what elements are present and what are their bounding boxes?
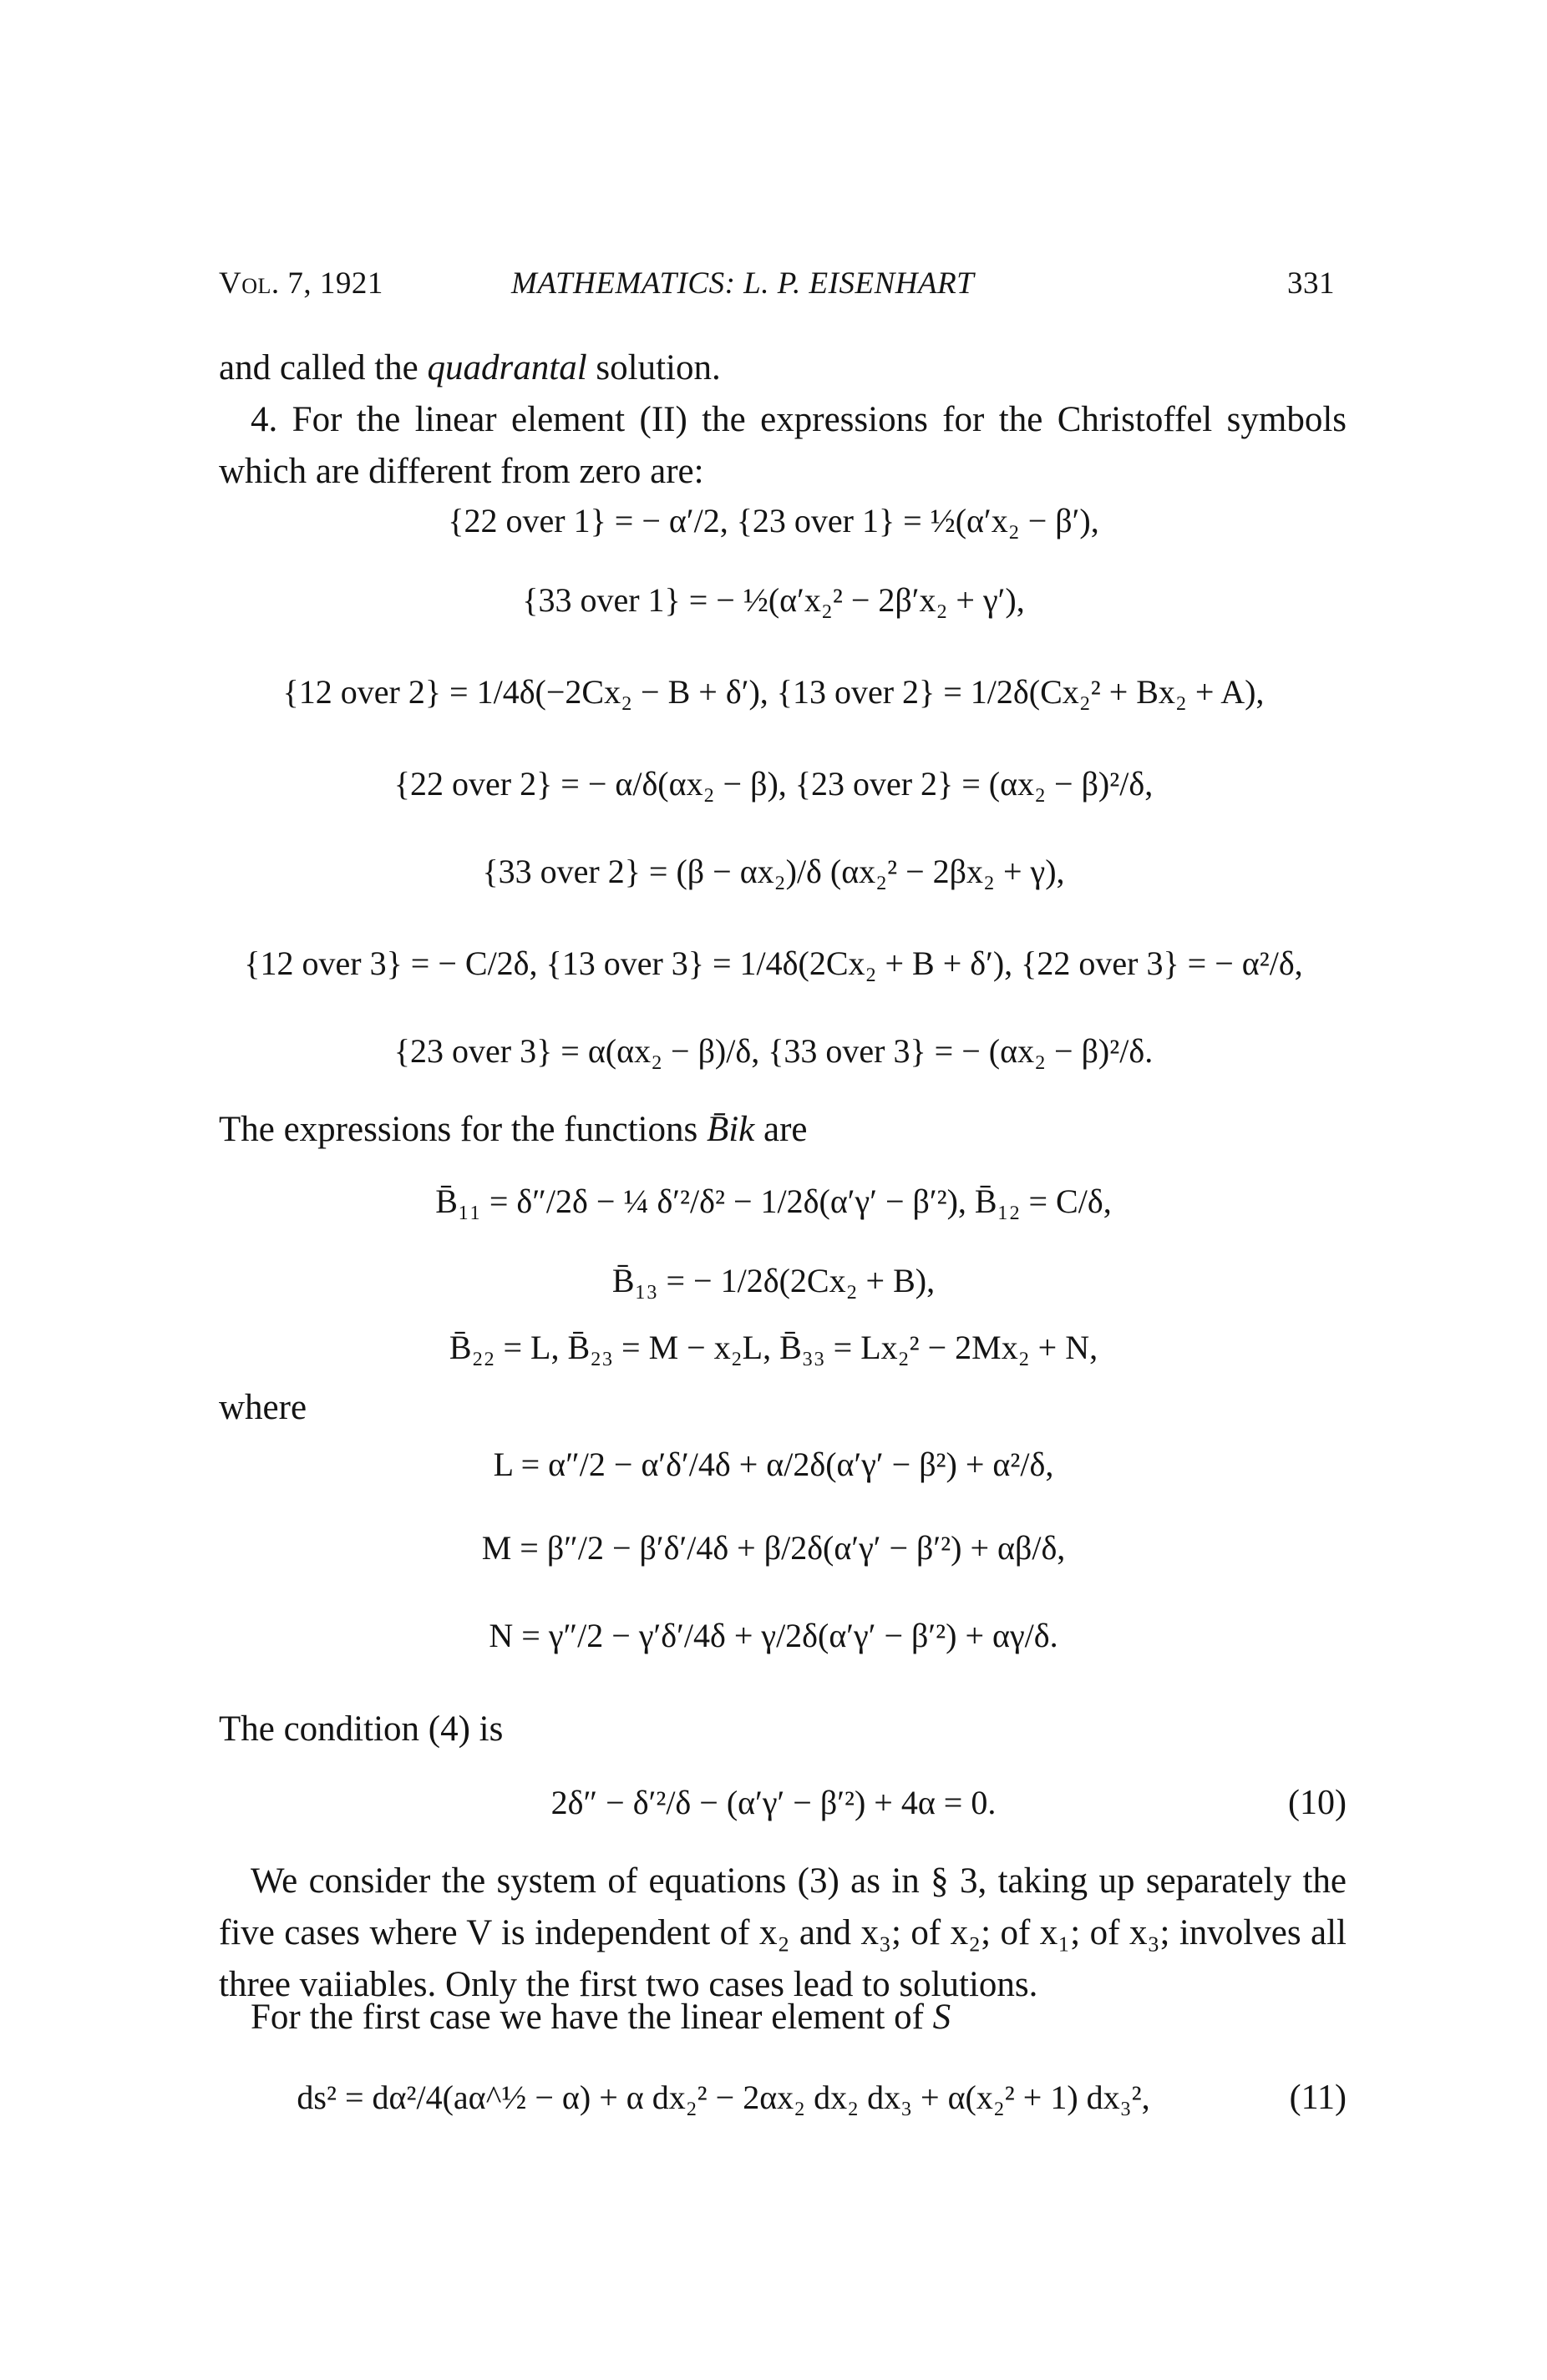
equation-11: ds² = dα²/4(aα^½ − α) + α dx₂² − 2αx₂ dx₂ dx₃ + α(x₂² + 1) dx₃², <box>297 2079 1150 2116</box>
surface-symbol: S <box>932 1998 951 2037</box>
system-paragraph: We consider the system of equations (3) as in § 3, taking up separately the five cases where V is independent of x₂ and x₃; of x₂; of x₁; of x₃; involves all three vaiiables. Only the first two cases lead to solutions. <box>219 1861 1347 2004</box>
equation-10: 2δ″ − δ′²/δ − (α′γ′ − β′²) + 4α = 0. <box>550 1784 997 1821</box>
functions-intro-text: The expressions for the functions <box>219 1110 707 1149</box>
functions-intro-end: are <box>754 1110 808 1149</box>
m-definition: M = β″/2 − β′δ′/4δ + β/2δ(α′γ′ − β′²) + αβ/δ, <box>481 1529 1066 1567</box>
opening-text-start: and called the <box>219 348 428 387</box>
b-bar-eq-2: B̄₁₃ = − 1/2δ(2Cx₂ + B), <box>611 1262 936 1299</box>
christoffel-eq-4: {22 over 2} = − α/δ(αx₂ − β), {23 over 2} = (αx₂ − β)²/δ, <box>393 765 1154 803</box>
opening-line <box>219 342 1347 394</box>
christoffel-eq-3: {12 over 2} = 1/4δ(−2Cx₂ − B + δ′), {13 over 2} = 1/2δ(Cx₂² + Bx₂ + A), <box>282 673 1265 711</box>
quadrantal-term: quadrantal <box>427 348 587 387</box>
b-bar-eq-3: B̄₂₂ = L, B̄₂₃ = M − x₂L, B̄₃₃ = Lx₂² − 2Mx₂ + N, <box>449 1329 1098 1366</box>
christoffel-eq-7: {23 over 3} = α(αx₂ − β)/δ, {33 over 3} = − (αx₂ − β)²/δ. <box>393 1032 1154 1070</box>
where-label: where <box>219 1388 307 1427</box>
christoffel-eq-2: {33 over 1} = − ½(α′x₂² − 2β′x₂ + γ′), <box>522 581 1025 619</box>
first-case-line <box>251 1992 951 2043</box>
running-header <box>219 266 1335 316</box>
n-definition: N = γ″/2 − γ′δ′/4δ + γ/2δ(α′γ′ − β′²) + αγ/δ. <box>489 1617 1058 1654</box>
functions-intro <box>219 1104 808 1156</box>
equation-11-label: (11) <box>1289 2079 1347 2117</box>
section-4-paragraph: 4. For the linear element (II) the expressions for the Christoffel symbols which are different from zero are: <box>219 400 1347 491</box>
functions-symbol: B̄ik <box>706 1110 755 1149</box>
first-case-text: For the first case we have the linear element of <box>251 1998 933 2037</box>
page-number: 331 <box>1287 266 1335 301</box>
equation-10-label: (10) <box>1288 1784 1347 1822</box>
volume-label: Vol. 7, 1921 <box>219 266 383 301</box>
l-definition: L = α″/2 − α′δ′/4δ + α/2δ(α′γ′ − β²) + α²/δ, <box>493 1446 1054 1483</box>
b-bar-eq-1: B̄₁₁ = δ″/2δ − ¼ δ′²/δ² − 1/2δ(α′γ′ − β′²), B̄₁₂ = C/δ, <box>435 1182 1112 1220</box>
christoffel-eq-1: {22 over 1} = − α′/2, {23 over 1} = ½(α′x₂ − β′), <box>448 502 1099 539</box>
christoffel-eq-6: {12 over 3} = − C/2δ, {13 over 3} = 1/4δ(2Cx₂ + B + δ′), {22 over 3} = − α²/δ, <box>244 944 1303 982</box>
condition-intro: The condition (4) is <box>219 1709 504 1749</box>
christoffel-eq-5: {33 over 2} = (β − αx₂)/δ (αx₂² − 2βx₂ + γ), <box>482 853 1065 890</box>
opening-text-end: solution. <box>586 348 721 387</box>
running-title: MATHEMATICS: L. P. EISENHART <box>511 266 975 301</box>
